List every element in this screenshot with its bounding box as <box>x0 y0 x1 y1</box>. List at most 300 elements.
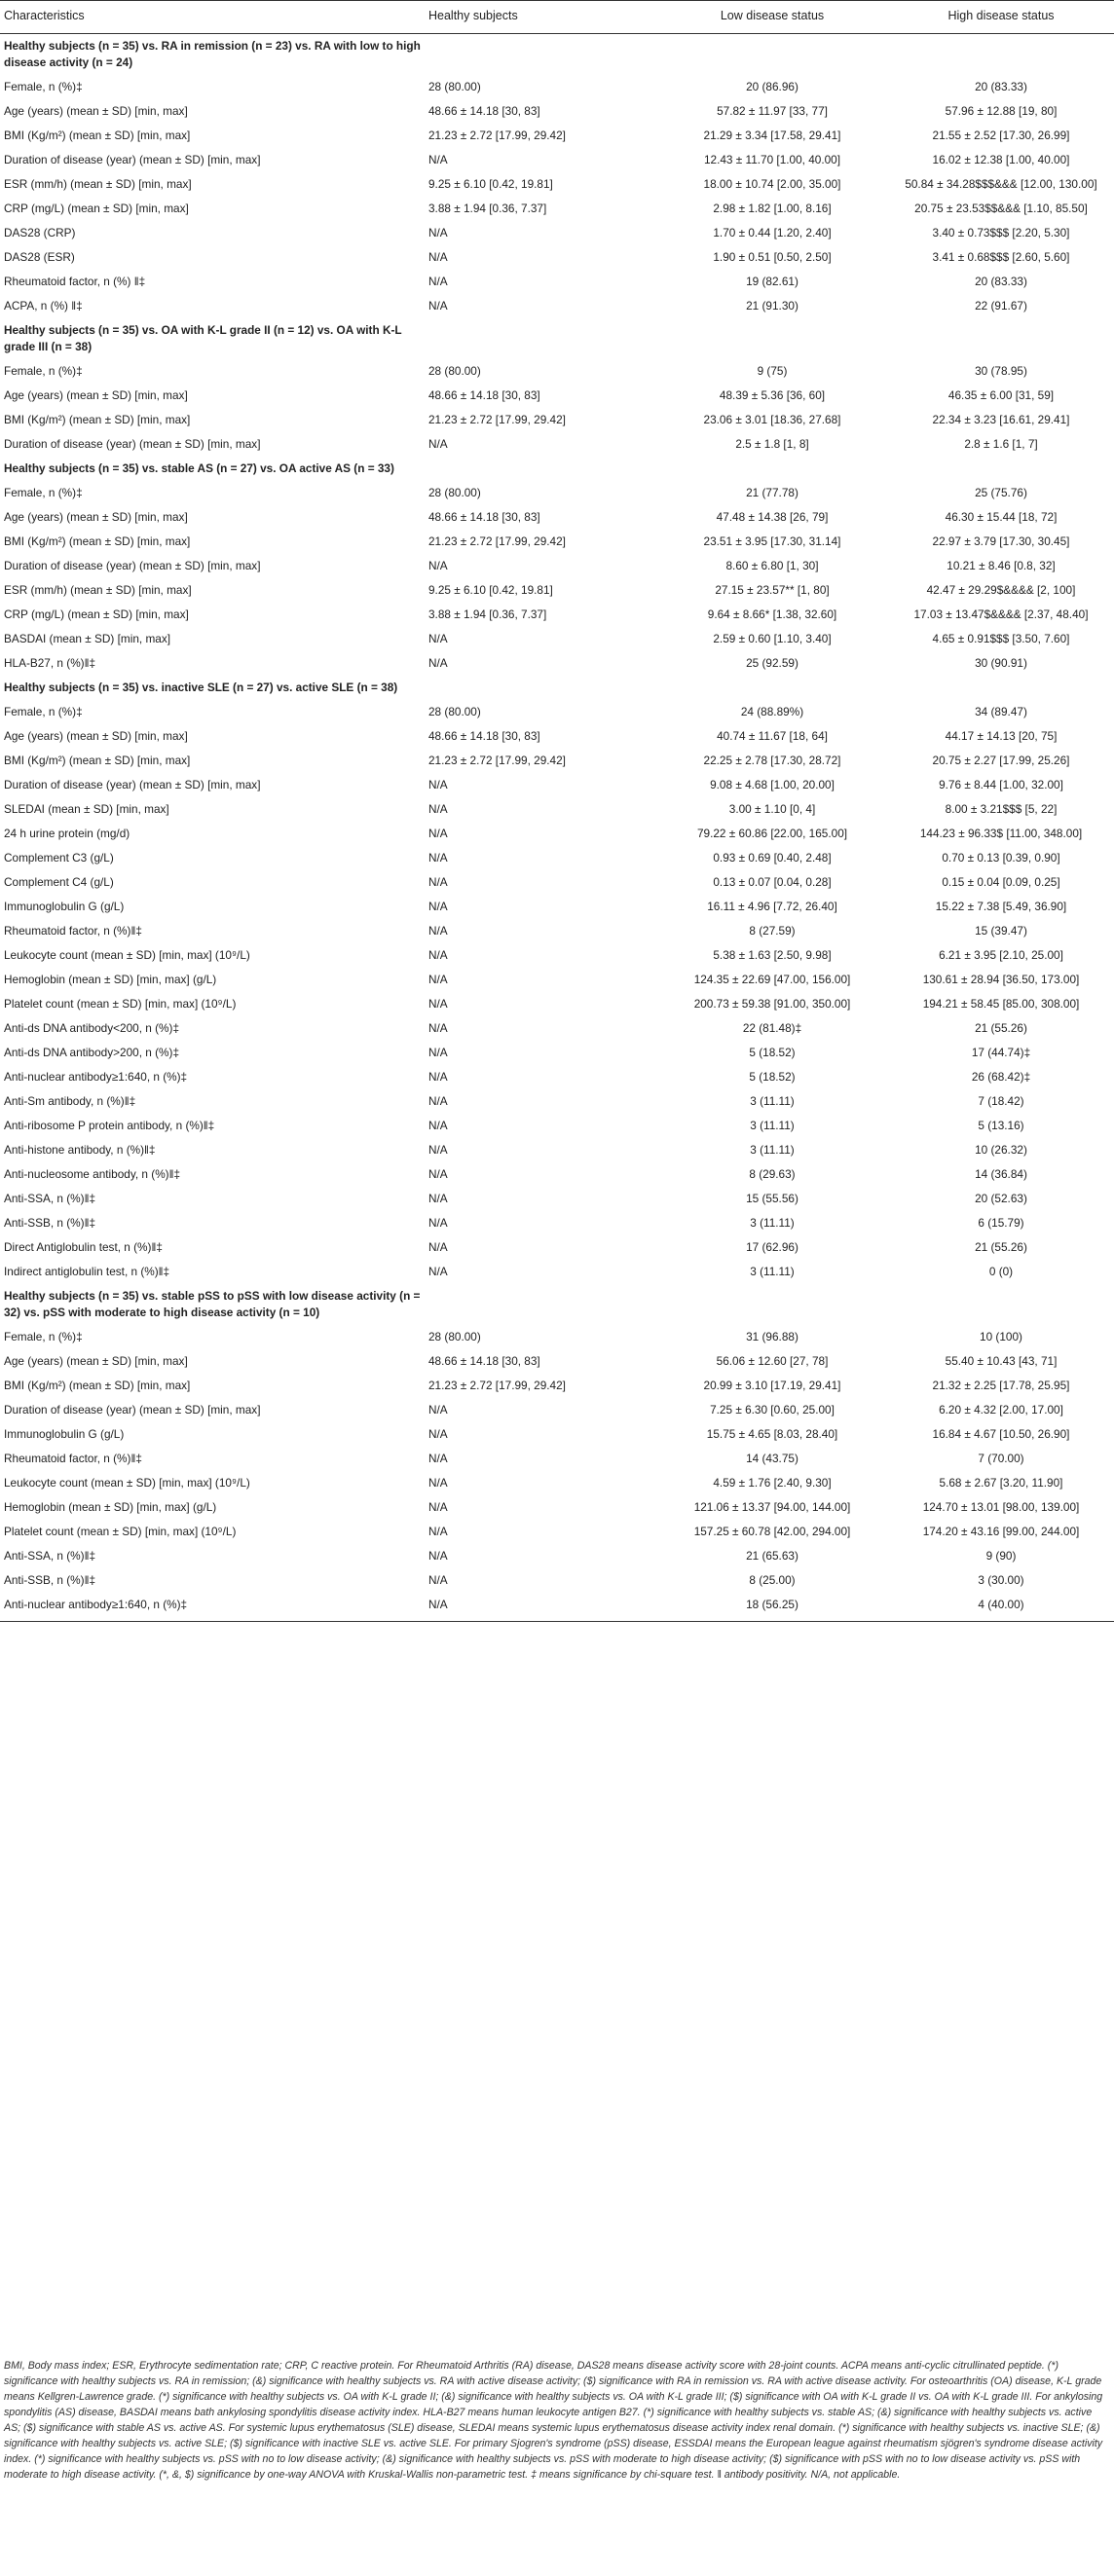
table-row <box>0 1114 1114 1138</box>
table-row <box>0 124 1114 148</box>
cell-healthy: 9.25 ± 6.10 [0.42, 19.81] <box>428 177 553 191</box>
cell-characteristic: Duration of disease (year) (mean ± SD) [min, max] <box>4 559 261 572</box>
cell-healthy: N/A <box>428 1167 448 1181</box>
cell-low-status: 12.43 ± 11.70 [1.00, 40.00] <box>703 153 841 166</box>
cell-high-status: 144.23 ± 96.33$ [11.00, 348.00] <box>919 827 1083 840</box>
cell-high-status: 3 (30.00) <box>978 1573 1024 1587</box>
cell-characteristic: Hemoglobin (mean ± SD) [min, max] (g/L) <box>4 1500 217 1514</box>
table-row <box>0 481 1114 505</box>
cell-healthy: N/A <box>428 1192 448 1205</box>
cell-high-status: 22 (91.67) <box>975 299 1027 313</box>
cell-high-status: 10 (26.32) <box>975 1143 1027 1157</box>
cell-high-status: 21.32 ± 2.25 [17.78, 25.95] <box>932 1379 1070 1392</box>
table-row <box>0 1544 1114 1568</box>
header-row <box>0 1 1114 34</box>
section-title: Healthy subjects (n = 35) vs. OA with K-L grade II (n = 12) vs. OA with K-L grade III (n = 38) <box>4 323 402 353</box>
cell-low-status: 5 (18.52) <box>749 1046 796 1059</box>
cell-high-status: 16.02 ± 12.38 [1.00, 40.00] <box>932 153 1070 166</box>
table-row <box>0 270 1114 294</box>
cell-high-status: 44.17 ± 14.13 [20, 75] <box>945 729 1058 743</box>
cell-low-status: 124.35 ± 22.69 [47.00, 156.00] <box>693 973 851 986</box>
table-row <box>0 797 1114 822</box>
cell-healthy: N/A <box>428 1525 448 1538</box>
empty-cell <box>425 676 656 700</box>
cell-healthy: N/A <box>428 299 448 313</box>
header-high-disease-status: High disease status <box>888 1 1114 34</box>
cell-high-status: 9 (90) <box>985 1549 1017 1563</box>
cell-low-status: 15 (55.56) <box>746 1192 798 1205</box>
cell-healthy: N/A <box>428 1500 448 1514</box>
cell-healthy: 28 (80.00) <box>428 486 481 499</box>
table-row <box>0 749 1114 773</box>
cell-healthy: N/A <box>428 1216 448 1230</box>
cell-healthy: N/A <box>428 1265 448 1278</box>
cell-low-status: 8 (27.59) <box>749 924 796 938</box>
cell-high-status: 3.41 ± 0.68$$$ [2.60, 5.60] <box>932 250 1070 264</box>
cell-healthy: N/A <box>428 778 448 791</box>
cell-high-status: 14 (36.84) <box>975 1167 1027 1181</box>
cell-low-status: 21 (91.30) <box>746 299 798 313</box>
cell-characteristic: ESR (mm/h) (mean ± SD) [min, max] <box>4 177 192 191</box>
table-row <box>0 505 1114 530</box>
table-row <box>0 1471 1114 1495</box>
empty-cell <box>656 457 888 481</box>
cell-high-status: 6.21 ± 3.95 [2.10, 25.00] <box>939 948 1063 962</box>
cell-healthy: 21.23 ± 2.72 [17.99, 29.42] <box>428 129 566 142</box>
cell-low-status: 1.90 ± 0.51 [0.50, 2.50] <box>713 250 832 264</box>
cell-low-status: 22.25 ± 2.78 [17.30, 28.72] <box>703 754 841 767</box>
cell-low-status: 18.00 ± 10.74 [2.00, 35.00] <box>703 177 841 191</box>
cell-characteristic: DAS28 (ESR) <box>4 250 75 264</box>
cell-high-status: 46.30 ± 15.44 [18, 72] <box>945 510 1058 524</box>
cell-characteristic: Female, n (%)‡ <box>4 364 83 378</box>
cell-high-status: 17.03 ± 13.47$&&&& [2.37, 48.40] <box>913 607 1089 621</box>
cell-high-status: 22.97 ± 3.79 [17.30, 30.45] <box>932 534 1070 548</box>
cell-healthy: 48.66 ± 14.18 [30, 83] <box>428 510 540 524</box>
section-header-row <box>0 1284 1114 1325</box>
cell-high-status: 130.61 ± 28.94 [36.50, 173.00] <box>922 973 1080 986</box>
table-row <box>0 724 1114 749</box>
cell-high-status: 5.68 ± 2.67 [3.20, 11.90] <box>939 1476 1063 1490</box>
cell-characteristic: BMI (Kg/m²) (mean ± SD) [min, max] <box>4 754 191 767</box>
cell-low-status: 0.93 ± 0.69 [0.40, 2.48] <box>713 851 832 865</box>
cell-high-status: 2.8 ± 1.6 [1, 7] <box>964 437 1038 451</box>
cell-low-status: 9 (75) <box>757 364 788 378</box>
cell-healthy: 48.66 ± 14.18 [30, 83] <box>428 1354 540 1368</box>
cell-healthy: N/A <box>428 900 448 913</box>
table-row <box>0 992 1114 1016</box>
cell-healthy: 9.25 ± 6.10 [0.42, 19.81] <box>428 583 553 597</box>
cell-high-status: 4 (40.00) <box>888 1593 1114 1622</box>
cell-high-status: 46.35 ± 6.00 [31, 59] <box>947 388 1055 402</box>
cell-low-status: 31 (96.88) <box>746 1330 798 1343</box>
table-row <box>0 1568 1114 1593</box>
cell-healthy: N/A <box>428 851 448 865</box>
section-header-row <box>0 34 1114 76</box>
table-row <box>0 651 1114 676</box>
cell-low-status: 21.29 ± 3.34 [17.58, 29.41] <box>703 129 841 142</box>
cell-healthy: 21.23 ± 2.72 [17.99, 29.42] <box>428 534 566 548</box>
cell-low-status: 157.25 ± 60.78 [42.00, 294.00] <box>693 1525 851 1538</box>
table-row <box>0 1374 1114 1398</box>
cell-characteristic: Anti-ribosome P protein antibody, n (%)ǁ‡ <box>4 1119 215 1132</box>
cell-high-status: 21.55 ± 2.52 [17.30, 26.99] <box>932 129 1070 142</box>
cell-high-status: 55.40 ± 10.43 [43, 71] <box>945 1354 1058 1368</box>
cell-healthy: N/A <box>428 656 448 670</box>
cell-low-status: 48.39 ± 5.36 [36, 60] <box>719 388 826 402</box>
cell-characteristic: Anti-histone antibody, n (%)ǁ‡ <box>4 1143 156 1157</box>
cell-high-status: 10.21 ± 8.46 [0.8, 32] <box>947 559 1056 572</box>
table-row <box>0 1162 1114 1187</box>
cell-low-status: 17 (62.96) <box>746 1240 798 1254</box>
table-row <box>0 968 1114 992</box>
table-row <box>0 1016 1114 1041</box>
table-row <box>0 221 1114 245</box>
cell-characteristic: BMI (Kg/m²) (mean ± SD) [min, max] <box>4 413 191 426</box>
cell-healthy: N/A <box>428 1119 448 1132</box>
header-characteristics: Characteristics <box>0 1 425 34</box>
table-row <box>0 1089 1114 1114</box>
cell-high-status: 30 (78.95) <box>975 364 1027 378</box>
cell-high-status: 20 (83.33) <box>975 80 1027 93</box>
cell-characteristic: Duration of disease (year) (mean ± SD) [min, max] <box>4 437 261 451</box>
cell-low-status: 19 (82.61) <box>746 275 798 288</box>
cell-high-status: 30 (90.91) <box>975 656 1027 670</box>
cell-healthy: N/A <box>428 827 448 840</box>
cell-high-status: 21 (55.26) <box>975 1021 1027 1035</box>
cell-characteristic: Anti-nuclear antibody≥1:640, n (%)‡ <box>0 1593 425 1622</box>
cell-high-status: 34 (89.47) <box>975 705 1027 718</box>
cell-characteristic: SLEDAI (mean ± SD) [min, max] <box>4 802 169 816</box>
empty-cell <box>888 34 1114 76</box>
table-row <box>0 846 1114 870</box>
section-header-row <box>0 318 1114 359</box>
cell-characteristic: Anti-ds DNA antibody>200, n (%)‡ <box>4 1046 180 1059</box>
cell-healthy: 21.23 ± 2.72 [17.99, 29.42] <box>428 413 566 426</box>
cell-low-status: 3 (11.11) <box>750 1265 795 1278</box>
cell-healthy: N/A <box>428 250 448 264</box>
empty-cell <box>888 676 1114 700</box>
cell-characteristic: BMI (Kg/m²) (mean ± SD) [min, max] <box>4 129 191 142</box>
table-row <box>0 1065 1114 1089</box>
cell-low-status: 4.59 ± 1.76 [2.40, 9.30] <box>713 1476 832 1490</box>
cell-healthy: N/A <box>428 997 448 1011</box>
table-row <box>0 245 1114 270</box>
cell-low-status: 25 (92.59) <box>746 656 798 670</box>
cell-characteristic: Immunoglobulin G (g/L) <box>4 1427 125 1441</box>
cell-high-status: 174.20 ± 43.16 [99.00, 244.00] <box>922 1525 1080 1538</box>
table-row <box>0 773 1114 797</box>
cell-characteristic: Complement C4 (g/L) <box>4 875 114 889</box>
cell-characteristic: Leukocyte count (mean ± SD) [min, max] (10⁹/L) <box>4 948 250 962</box>
cell-characteristic: Female, n (%)‡ <box>4 1330 83 1343</box>
cell-characteristic: Duration of disease (year) (mean ± SD) [min, max] <box>4 153 261 166</box>
cell-low-status: 21 (65.63) <box>746 1549 798 1563</box>
cell-high-status: 7 (70.00) <box>978 1452 1024 1465</box>
cell-characteristic: BMI (Kg/m²) (mean ± SD) [min, max] <box>4 534 191 548</box>
cell-healthy: N/A <box>428 1452 448 1465</box>
table-row <box>0 75 1114 99</box>
cell-low-status: 23.51 ± 3.95 [17.30, 31.14] <box>703 534 841 548</box>
cell-high-status: 5 (13.16) <box>978 1119 1024 1132</box>
cell-high-status: 57.96 ± 12.88 [19, 80] <box>945 104 1058 118</box>
cell-characteristic: BMI (Kg/m²) (mean ± SD) [min, max] <box>4 1379 191 1392</box>
cell-high-status: 6.20 ± 4.32 [2.00, 17.00] <box>939 1403 1063 1417</box>
section-title: Healthy subjects (n = 35) vs. RA in remission (n = 23) vs. RA with low to high disease activity (n = 24) <box>4 39 421 69</box>
table-header <box>0 1 1114 34</box>
cell-low-status: 1.70 ± 0.44 [1.20, 2.40] <box>713 226 832 239</box>
cell-high-status: 124.70 ± 13.01 [98.00, 139.00] <box>922 1500 1080 1514</box>
cell-low-status: 5.38 ± 1.63 [2.50, 9.98] <box>713 948 832 962</box>
cell-high-status: 17 (44.74)‡ <box>971 1046 1031 1059</box>
cell-healthy: 3.88 ± 1.94 [0.36, 7.37] <box>428 202 547 215</box>
cell-characteristic: Platelet count (mean ± SD) [min, max] (10⁹/L) <box>4 997 237 1011</box>
cell-characteristic: Age (years) (mean ± SD) [min, max] <box>4 104 188 118</box>
empty-cell <box>425 34 656 76</box>
empty-cell <box>656 1284 888 1325</box>
cell-high-status: 42.47 ± 29.29$&&&& [2, 100] <box>926 583 1076 597</box>
table-row <box>0 197 1114 221</box>
empty-cell <box>425 318 656 359</box>
cell-characteristic: ESR (mm/h) (mean ± SD) [min, max] <box>4 583 192 597</box>
cell-healthy: 28 (80.00) <box>428 705 481 718</box>
cell-low-status: 47.48 ± 14.38 [26, 79] <box>716 510 829 524</box>
cell-low-status: 8 (29.63) <box>749 1167 796 1181</box>
cell-low-status: 20 (86.96) <box>746 80 798 93</box>
cell-low-status: 27.15 ± 23.57** [1, 80] <box>715 583 830 597</box>
cell-characteristic: Anti-SSB, n (%)ǁ‡ <box>4 1573 96 1587</box>
cell-characteristic: Anti-Sm antibody, n (%)ǁ‡ <box>4 1094 136 1108</box>
cell-low-status: 22 (81.48)‡ <box>742 1021 802 1035</box>
cell-high-status: 26 (68.42)‡ <box>971 1070 1031 1084</box>
cell-high-status: 20.75 ± 23.53$$&&& [1.10, 85.50] <box>914 202 1088 215</box>
cell-characteristic: Duration of disease (year) (mean ± SD) [min, max] <box>4 1403 261 1417</box>
cell-characteristic: Immunoglobulin G (g/L) <box>4 900 125 913</box>
table-row <box>0 627 1114 651</box>
cell-low-status: 8.60 ± 6.80 [1, 30] <box>725 559 819 572</box>
table-row <box>0 1235 1114 1260</box>
cell-characteristic: Age (years) (mean ± SD) [min, max] <box>4 388 188 402</box>
cell-healthy: N/A <box>428 226 448 239</box>
cell-healthy: N/A <box>428 559 448 572</box>
table-row <box>0 870 1114 895</box>
cell-low-status: 2.59 ± 0.60 [1.10, 3.40] <box>713 632 832 645</box>
cell-low-status: 23.06 ± 3.01 [18.36, 27.68] <box>703 413 841 426</box>
empty-cell <box>656 318 888 359</box>
cell-low-status: 2.98 ± 1.82 [1.00, 8.16] <box>713 202 832 215</box>
cell-characteristic: Age (years) (mean ± SD) [min, max] <box>4 729 188 743</box>
cell-high-status: 20 (83.33) <box>975 275 1027 288</box>
cell-characteristic: Hemoglobin (mean ± SD) [min, max] (g/L) <box>4 973 217 986</box>
cell-healthy: N/A <box>428 1427 448 1441</box>
cell-low-status: 14 (43.75) <box>746 1452 798 1465</box>
cell-low-status: 21 (77.78) <box>746 486 798 499</box>
cell-low-status: 9.64 ± 8.66* [1.38, 32.60] <box>707 607 837 621</box>
cell-healthy: N/A <box>428 1549 448 1563</box>
table-row <box>0 603 1114 627</box>
cell-healthy: N/A <box>428 1046 448 1059</box>
cell-high-status: 8.00 ± 3.21$$$ [5, 22] <box>945 802 1058 816</box>
cell-healthy: N/A <box>428 1070 448 1084</box>
table-row <box>0 432 1114 457</box>
section-title: Healthy subjects (n = 35) vs. stable pSS to pSS with low disease activity (n = 32) vs. pSS with moderate to high disease activity (n = 10) <box>4 1289 421 1319</box>
table-row <box>0 1211 1114 1235</box>
cell-low-status: 3 (11.11) <box>750 1119 795 1132</box>
cell-high-status: 50.84 ± 34.28$$$&&& [12.00, 130.00] <box>905 177 1097 191</box>
empty-cell <box>656 676 888 700</box>
table-row <box>0 1041 1114 1065</box>
header-low-disease-status: Low disease status <box>656 1 888 34</box>
cell-healthy: N/A <box>428 1240 448 1254</box>
cell-high-status: 4.65 ± 0.91$$$ [3.50, 7.60] <box>932 632 1070 645</box>
cell-low-status: 2.5 ± 1.8 [1, 8] <box>735 437 809 451</box>
empty-cell <box>425 1284 656 1325</box>
cell-healthy: N/A <box>428 1094 448 1108</box>
cell-high-status: 0.70 ± 0.13 [0.39, 0.90] <box>942 851 1060 865</box>
cell-healthy: N/A <box>428 153 448 166</box>
cell-characteristic: 24 h urine protein (mg/d) <box>4 827 130 840</box>
cell-healthy: 3.88 ± 1.94 [0.36, 7.37] <box>428 607 547 621</box>
empty-cell <box>888 318 1114 359</box>
empty-cell <box>425 457 656 481</box>
cell-healthy: N/A <box>428 437 448 451</box>
cell-low-status: 20.99 ± 3.10 [17.19, 29.41] <box>703 1379 841 1392</box>
cell-healthy: N/A <box>425 1593 656 1622</box>
table-row <box>0 1593 1114 1622</box>
cell-healthy: N/A <box>428 973 448 986</box>
cell-low-status: 24 (88.89%) <box>740 705 804 718</box>
cell-characteristic: Anti-SSA, n (%)ǁ‡ <box>4 1192 96 1205</box>
cell-high-status: 16.84 ± 4.67 [10.50, 26.90] <box>932 1427 1070 1441</box>
cell-healthy: N/A <box>428 1021 448 1035</box>
cell-healthy: N/A <box>428 875 448 889</box>
cell-low-status: 18 (56.25) <box>656 1593 888 1622</box>
cell-healthy: N/A <box>428 275 448 288</box>
table-row <box>0 148 1114 172</box>
cell-healthy: 48.66 ± 14.18 [30, 83] <box>428 388 540 402</box>
cell-healthy: N/A <box>428 1476 448 1490</box>
table-row <box>0 1349 1114 1374</box>
cell-high-status: 0.15 ± 0.04 [0.09, 0.25] <box>942 875 1060 889</box>
cell-high-status: 10 (100) <box>980 1330 1022 1343</box>
cell-healthy: N/A <box>428 948 448 962</box>
empty-cell <box>888 1284 1114 1325</box>
cell-high-status: 15.22 ± 7.38 [5.49, 36.90] <box>935 900 1067 913</box>
cell-characteristic: Duration of disease (year) (mean ± SD) [min, max] <box>4 778 261 791</box>
cell-high-status: 194.21 ± 58.45 [85.00, 308.00] <box>922 997 1080 1011</box>
cell-low-status: 56.06 ± 12.60 [27, 78] <box>716 1354 829 1368</box>
cell-healthy: 28 (80.00) <box>428 1330 481 1343</box>
cell-low-status: 3 (11.11) <box>750 1216 795 1230</box>
empty-cell <box>656 34 888 76</box>
table-row <box>0 359 1114 384</box>
cell-healthy: 21.23 ± 2.72 [17.99, 29.42] <box>428 754 566 767</box>
section-title: Healthy subjects (n = 35) vs. inactive SLE (n = 27) vs. active SLE (n = 38) <box>4 681 398 694</box>
cell-healthy: 21.23 ± 2.72 [17.99, 29.42] <box>428 1379 566 1392</box>
cell-high-status: 25 (75.76) <box>975 486 1027 499</box>
section-header-row <box>0 676 1114 700</box>
cell-low-status: 3.00 ± 1.10 [0, 4] <box>728 802 816 816</box>
cell-healthy: N/A <box>428 1143 448 1157</box>
cell-healthy: 48.66 ± 14.18 [30, 83] <box>428 729 540 743</box>
cell-characteristic: Rheumatoid factor, n (%)ǁ‡ <box>4 1452 142 1465</box>
section-title: Healthy subjects (n = 35) vs. stable AS (n = 27) vs. OA active AS (n = 33) <box>4 461 394 475</box>
table-row <box>0 1495 1114 1520</box>
cell-healthy: 28 (80.00) <box>428 364 481 378</box>
cell-characteristic: Anti-nuclear antibody≥1:640, n (%)‡ <box>4 1070 188 1084</box>
table-row <box>0 172 1114 197</box>
cell-characteristic: Rheumatoid factor, n (%) ǁ‡ <box>4 275 146 288</box>
table-row <box>0 1447 1114 1471</box>
cell-low-status: 5 (18.52) <box>749 1070 796 1084</box>
cell-low-status: 7.25 ± 6.30 [0.60, 25.00] <box>710 1403 835 1417</box>
cell-characteristic: Rheumatoid factor, n (%)ǁ‡ <box>4 924 142 938</box>
cell-low-status: 0.13 ± 0.07 [0.04, 0.28] <box>713 875 832 889</box>
cell-healthy: N/A <box>428 632 448 645</box>
table-row <box>0 408 1114 432</box>
table-row <box>0 1325 1114 1349</box>
table-row <box>0 294 1114 318</box>
cell-characteristic: CRP (mg/L) (mean ± SD) [min, max] <box>4 202 189 215</box>
table-row <box>0 943 1114 968</box>
cell-low-status: 8 (25.00) <box>749 1573 796 1587</box>
cell-characteristic: Anti-ds DNA antibody<200, n (%)‡ <box>4 1021 180 1035</box>
table-row <box>0 1422 1114 1447</box>
cell-characteristic: Leukocyte count (mean ± SD) [min, max] (10⁹/L) <box>4 1476 250 1490</box>
cell-high-status: 21 (55.26) <box>975 1240 1027 1254</box>
cell-high-status: 15 (39.47) <box>975 924 1027 938</box>
cell-characteristic: Anti-SSB, n (%)ǁ‡ <box>4 1216 96 1230</box>
cell-healthy: 48.66 ± 14.18 [30, 83] <box>428 104 540 118</box>
table-row <box>0 554 1114 578</box>
cell-high-status: 7 (18.42) <box>978 1094 1024 1108</box>
cell-low-status: 3 (11.11) <box>750 1094 795 1108</box>
cell-healthy: N/A <box>428 1403 448 1417</box>
cell-characteristic: Indirect antiglobulin test, n (%)ǁ‡ <box>4 1265 170 1278</box>
cell-low-status: 15.75 ± 4.65 [8.03, 28.40] <box>706 1427 838 1441</box>
cell-high-status: 6 (15.79) <box>978 1216 1024 1230</box>
cell-high-status: 0 (0) <box>988 1265 1014 1278</box>
cell-high-status: 3.40 ± 0.73$$$ [2.20, 5.30] <box>932 226 1070 239</box>
cell-healthy: N/A <box>428 924 448 938</box>
cell-characteristic: Direct Antiglobulin test, n (%)ǁ‡ <box>4 1240 163 1254</box>
table-row <box>0 1398 1114 1422</box>
cell-characteristic: DAS28 (CRP) <box>4 226 76 239</box>
table-row <box>0 384 1114 408</box>
cell-low-status: 121.06 ± 13.37 [94.00, 144.00] <box>693 1500 851 1514</box>
table-row <box>0 895 1114 919</box>
cell-low-status: 79.22 ± 60.86 [22.00, 165.00] <box>696 827 848 840</box>
cell-characteristic: BASDAI (mean ± SD) [min, max] <box>4 632 171 645</box>
cell-characteristic: Anti-SSA, n (%)ǁ‡ <box>4 1549 96 1563</box>
cell-characteristic: Anti-nucleosome antibody, n (%)ǁ‡ <box>4 1167 181 1181</box>
table-row <box>0 1520 1114 1544</box>
table-row <box>0 530 1114 554</box>
cell-low-status: 57.82 ± 11.97 [33, 77] <box>717 104 828 118</box>
cell-low-status: 40.74 ± 11.67 [18, 64] <box>717 729 828 743</box>
table-footnote: BMI, Body mass index; ESR, Erythrocyte sedimentation rate; CRP, C reactive protein. For Rheumatoid Arthritis (RA) disease, DAS28 means disease activity score with 28-joint counts. ACPA means anti-cyclic citrullinated peptide. (*) significance with healthy subjects vs. RA in remission; (&) significance with healthy subjects vs. RA with active disease activity; ($) significance with RA in remission vs. RA with active disease activity. For osteoarthritis (OA) disease, K-L grade means Kellgren-Lawrence grade. (*) significance with healthy subjects vs. OA with K-L grade II; (&) significance with healthy subjects vs. OA with K-L grade III; ($) significance with OA with K-L grade II vs. OA with K-L grade III. For ankylosing spondylitis (AS) disease, BASDAI means bath ankylosing spondylitis disease activity index. HLA-B27 means human leukocyte antigen B27. (*) significance with healthy subjects vs. stable AS; (&) significance with healthy subjects vs. active AS; ($) significance with stable AS vs. active AS. For systemic lupus erythematosus (SLE) disease, SLEDAI means systemic lupus erythematosus disease activity index renal domain. (*) significance with healthy subjects vs. inactive SLE; (&) significance with healthy subjects vs. active SLE; ($) significance with inactive SLE vs. active SLE. For primary Sjogren's syndrome (pSS) disease, ESSDAI means the European league against rheumatism sjögren's syndrome disease activity index. (*) significance with healthy subjects vs. pSS with no to low disease activity; (&) significance with healthy subjects vs. pSS with moderate to high disease activity; ($) significance with pSS with no to low disease activity vs. pSS with moderate to high disease activity. (*, &, $) significance by one-way ANOVA with Kruskal-Wallis non-parametric test. ‡ means significance by chi-square test. ǁ antibody positivity. N/A, not applicable. <box>4 2360 1103 2481</box>
cell-characteristic: HLA-B27, n (%)ǁ‡ <box>4 656 96 670</box>
table-row <box>0 99 1114 124</box>
table-row <box>0 822 1114 846</box>
cell-low-status: 9.08 ± 4.68 [1.00, 20.00] <box>710 778 835 791</box>
table-row <box>0 700 1114 724</box>
cell-high-status: 20.75 ± 2.27 [17.99, 25.26] <box>932 754 1070 767</box>
empty-cell <box>888 457 1114 481</box>
table-row <box>0 1138 1114 1162</box>
table-row <box>0 919 1114 943</box>
cell-low-status: 3 (11.11) <box>750 1143 795 1157</box>
